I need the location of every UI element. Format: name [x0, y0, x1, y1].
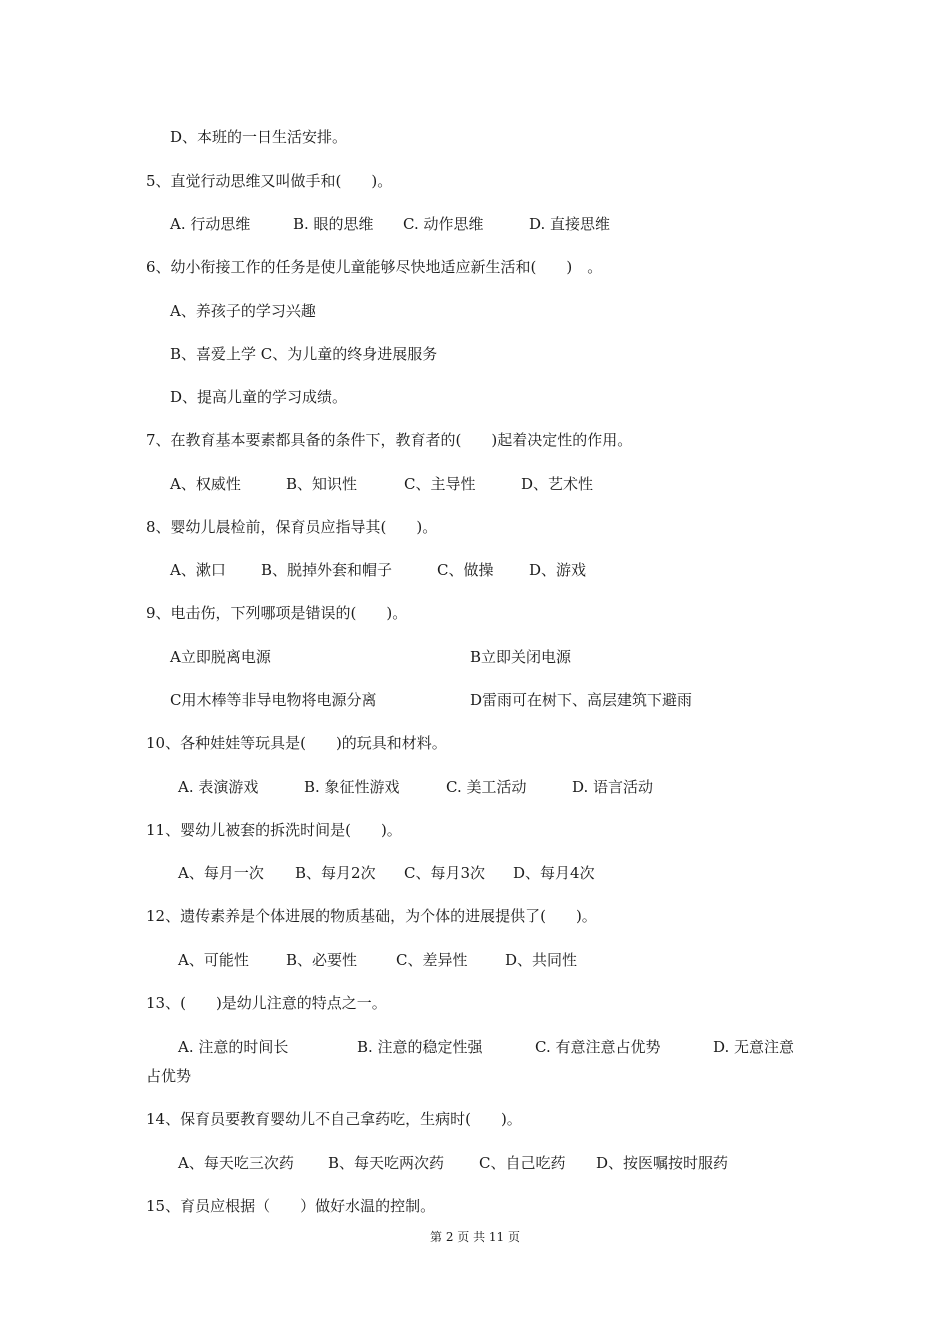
q6-option-bc: B、喜爱上学 C、为儿童的终身进展服务 — [170, 345, 438, 363]
q10-option-b: B. 象征性游戏 — [304, 778, 400, 796]
q14-stem: 14、保育员要教育婴幼儿不自己拿药吃，生病时( )。 — [146, 1110, 522, 1128]
q9-option-d: D雷雨可在树下、高层建筑下避雨 — [470, 691, 693, 709]
q11-option-c: C、每月3次 — [404, 864, 486, 882]
q9-option-a: A立即脱离电源 — [170, 648, 271, 666]
q6-option-d: D、提高儿童的学习成绩。 — [170, 388, 348, 406]
q7-option-a: A、权威性 — [170, 475, 241, 493]
q6-option-a: A、养孩子的学习兴趣 — [170, 302, 316, 320]
q6-stem: 6、幼小衔接工作的任务是使儿童能够尽快地适应新生活和( ) 。 — [146, 258, 603, 276]
q8-stem: 8、婴幼儿晨检前，保育员应指导其( )。 — [146, 518, 438, 536]
q7-stem: 7、在教育基本要素都具备的条件下，教育者的( )起着决定性的作用。 — [146, 431, 633, 449]
q9-option-b: B立即关闭电源 — [470, 648, 572, 666]
q11-option-b: B、每月2次 — [295, 864, 376, 882]
q14-option-a: A、每天吃三次药 — [178, 1154, 294, 1172]
q8-option-c: C、做操 — [437, 561, 494, 579]
q13-option-a: A. 注意的时间长 — [178, 1038, 289, 1056]
q13-stem: 13、( )是幼儿注意的特点之一。 — [146, 994, 387, 1012]
q7-option-b: B、知识性 — [286, 475, 358, 493]
q15-stem: 15、育员应根据（ ）做好水温的控制。 — [146, 1197, 436, 1215]
q8-option-b: B、脱掉外套和帽子 — [261, 561, 393, 579]
q12-option-c: C、差异性 — [396, 951, 468, 969]
q14-option-d: D、按医嘱按时服药 — [596, 1154, 729, 1172]
q14-option-c: C、自己吃药 — [479, 1154, 566, 1172]
q5-option-a: A. 行动思维 — [170, 215, 251, 233]
q5-stem: 5、直觉行动思维又叫做手和( )。 — [146, 172, 393, 190]
q13-option-c: C. 有意注意占优势 — [535, 1038, 661, 1056]
q11-option-d: D、每月4次 — [513, 864, 595, 882]
q12-option-b: B、必要性 — [286, 951, 358, 969]
q13-option-b: B. 注意的稳定性强 — [357, 1038, 483, 1056]
q9-option-c: C用木棒等非导电物将电源分离 — [170, 691, 377, 709]
q13-option-d-wrap: 占优势 — [146, 1067, 192, 1085]
q7-option-d: D、艺术性 — [521, 475, 594, 493]
q5-option-c: C. 动作思维 — [403, 215, 484, 233]
q12-option-d: D、共同性 — [505, 951, 578, 969]
q14-option-b: B、每天吃两次药 — [328, 1154, 445, 1172]
q11-option-a: A、每月一次 — [178, 864, 264, 882]
q10-stem: 10、各种娃娃等玩具是( )的玩具和材料。 — [146, 734, 447, 752]
q10-option-c: C. 美工活动 — [446, 778, 527, 796]
q12-stem: 12、遗传素养是个体进展的物质基础，为个体的进展提供了( )。 — [146, 907, 597, 925]
q11-stem: 11、婴幼儿被套的拆洗时间是( )。 — [146, 821, 402, 839]
q4-option-d: D、本班的一日生活安排。 — [170, 128, 348, 146]
q5-option-b: B. 眼的思维 — [293, 215, 374, 233]
page-number-footer: 第 2 页 共 11 页 — [430, 1230, 520, 1244]
q13-option-d: D. 无意注意 — [713, 1038, 795, 1056]
q10-option-a: A. 表演游戏 — [178, 778, 259, 796]
q12-option-a: A、可能性 — [178, 951, 249, 969]
q7-option-c: C、主导性 — [404, 475, 476, 493]
q8-option-a: A、漱口 — [170, 561, 226, 579]
q10-option-d: D. 语言活动 — [572, 778, 654, 796]
q5-option-d: D. 直接思维 — [529, 215, 611, 233]
q9-stem: 9、电击伤，下列哪项是错误的( )。 — [146, 604, 408, 622]
q8-option-d: D、游戏 — [529, 561, 587, 579]
